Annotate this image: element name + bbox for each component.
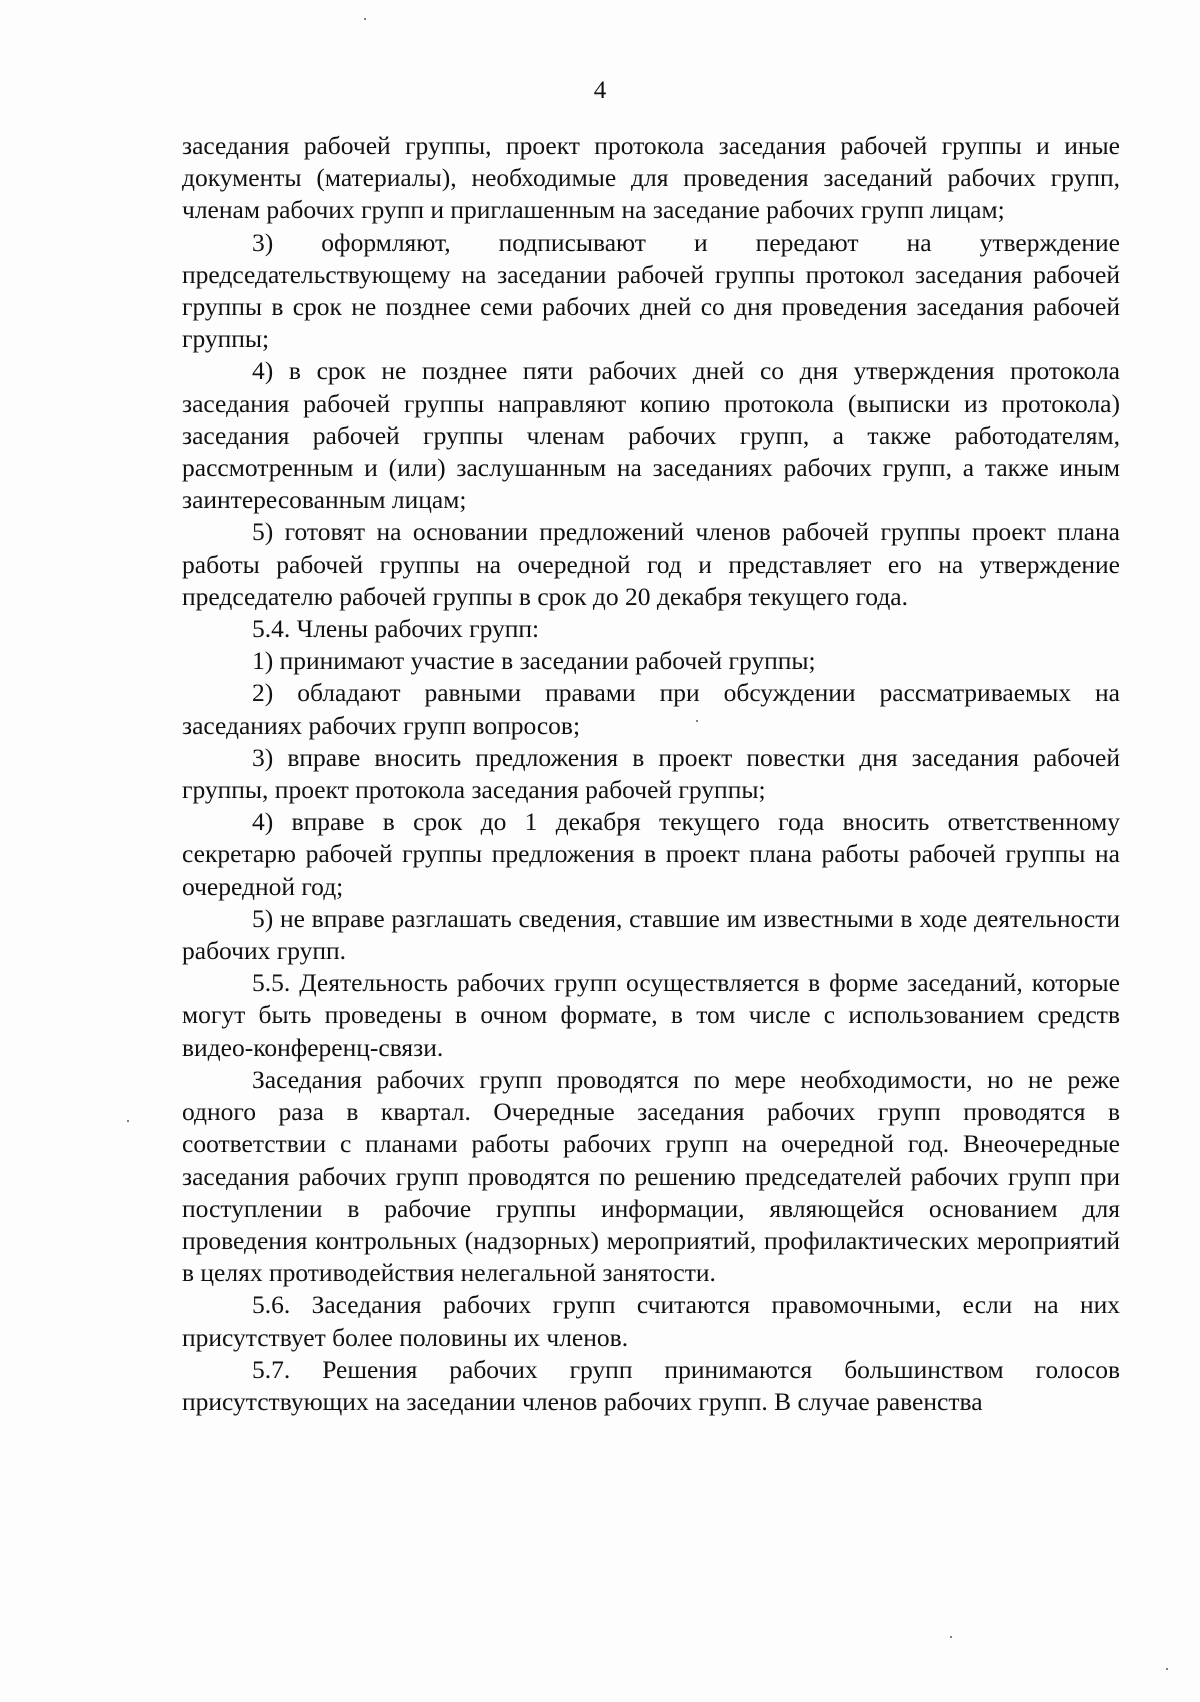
paragraph: 4) вправе в срок до 1 декабря текущего года вносить ответственному секретарю рабочей группы предложения в проект плана работы рабочей группы на очередной год; — [182, 807, 1120, 901]
scan-speck — [127, 1120, 129, 1122]
paragraph: 5.7. Решения рабочих групп принимаются большинством голосов присутствующих на заседании членов рабочих групп. В случае равенства — [182, 1354, 1120, 1416]
paragraph: 5) готовят на основании предложений членов рабочей группы проект плана работы рабочей группы на очередной год и представляет его на утверждение председателю рабочей группы в срок до 20 декабря текущего года. — [182, 517, 1120, 611]
paragraph: 1) принимают участие в заседании рабочей группы; — [252, 646, 816, 676]
paragraph: 2) обладают равными правами при обсуждении рассматриваемых на заседаниях рабочих групп вопросов; — [182, 678, 1120, 740]
paragraph: 5.4. Члены рабочих групп: — [252, 614, 540, 644]
paragraph: 3) вправе вносить предложения в проект повестки дня заседания рабочей группы, проект протокола заседания рабочей группы; — [182, 742, 1120, 805]
scan-speck — [950, 1636, 952, 1638]
paragraph: 5.5. Деятельность рабочих групп осуществляется в форме заседаний, которые могут быть проведены в очном формате, в том числе с использованием средств видео-конференц-связи. — [182, 968, 1120, 1062]
paragraph: Заседания рабочих групп проводятся по мере необходимости, но не реже одного раза в квартал. Очередные заседания рабочих групп проводятся в соответствии с планами работы рабочих групп на очередной год. Внеочередные заседания рабочих групп проводятся по решению председателей рабочих групп при поступлении в рабочие группы информации, являющейся основанием для проведения контрольных (надзорных) мероприятий, профилактических мероприятий в целях противодействия нелегальной занятости. — [182, 1064, 1120, 1288]
scan-speck — [1166, 1668, 1168, 1670]
page-number: 4 — [593, 77, 607, 104]
paragraph: заседания рабочей группы, проект протокола заседания рабочей группы и иные документы (материалы), необходимые для проведения заседаний рабочих групп, членам рабочих групп и приглашенным на заседание рабочих групп лицам; — [182, 131, 1120, 225]
paragraph: 5.6. Заседания рабочих групп считаются правомочными, если на них присутствует более половины их членов. — [182, 1290, 1120, 1352]
paragraph: 3) оформляют, подписывают и передают на утверждение председательствующему на заседании рабочей группы протокол заседания рабочей группы в срок не позднее семи рабочих дней со дня проведения заседания рабочей группы; — [182, 227, 1120, 354]
scan-speck — [696, 720, 698, 722]
paragraph: 4) в срок не позднее пяти рабочих дней со дня утверждения протокола заседания рабочей группы направляют копию протокола (выписки из протокола) заседания рабочей группы членам рабочих групп, а также работодателям, рассмотренным и (или) заслушанным на заседаниях рабочих групп, а также иным заинтересованным лицам; — [182, 356, 1120, 515]
document-body — [182, 130, 1120, 1418]
scan-speck — [364, 18, 366, 20]
paragraph: 5) не вправе разглашать сведения, ставшие им известными в ходе деятельности рабочих групп. — [182, 903, 1120, 966]
